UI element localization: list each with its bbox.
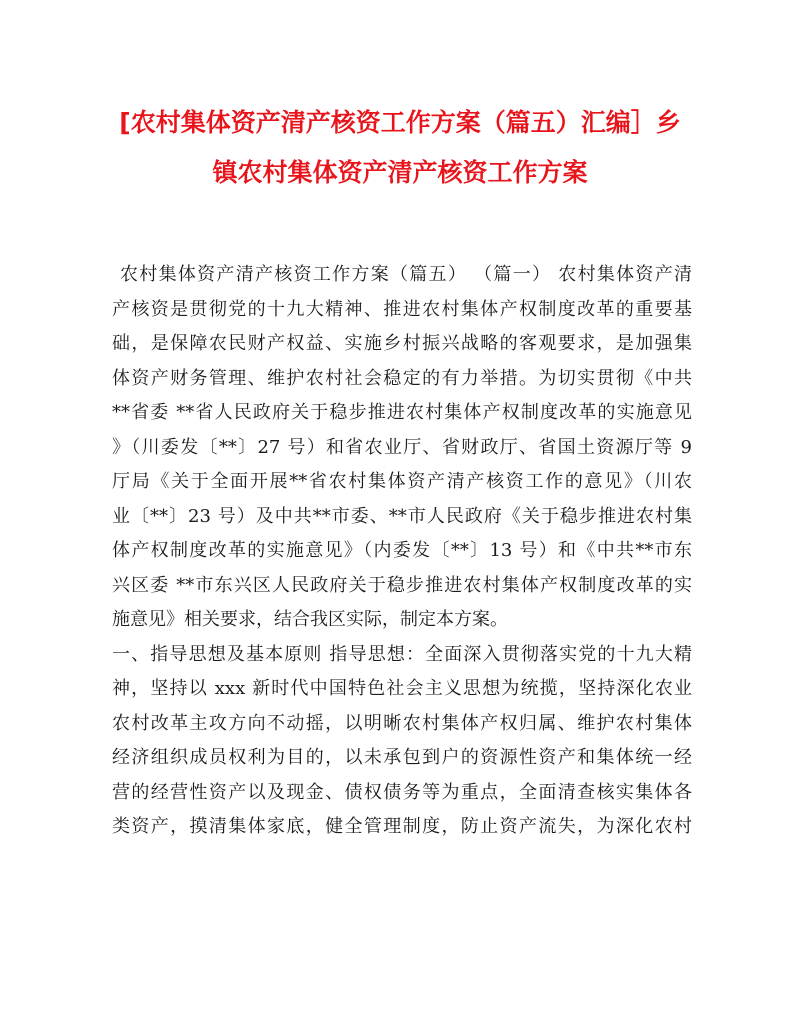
body-line: 施意见》相关要求，结合我区实际，制定本方案。: [112, 609, 508, 630]
body-line: **省委 **省人民政府关于稳步推进农村集体产权制度改革的实施意见: [112, 402, 692, 423]
body-line: 础，是保障农民财产权益、实施乡村振兴战略的客观要求，是加强集: [112, 333, 692, 354]
body-line: 》（川委发〔**〕27 号）和省农业厅、省财政厅、省国土资源厅等 9: [112, 436, 692, 458]
body-line: 营的经营性资产以及现金、债权债务等为重点，全面清查核实集体各: [112, 781, 692, 803]
body-line: 产核资是贯彻党的十九大精神、推进农村集体产权制度改革的重要基: [112, 298, 692, 320]
body-line: 体产权制度改革的实施意见》（内委发〔**〕13 号）和《中共**市东: [112, 540, 692, 561]
body-line: 业〔**〕23 号）及中共**市委、**市人民政府《关于稳步推进农村集: [112, 505, 692, 527]
title-line-2: 镇农村集体资产清产核资工作方案: [212, 158, 588, 187]
body-line: 兴区委 **市东兴区人民政府关于稳步推进农村集体产权制度改革的实: [112, 574, 692, 596]
body-line: 经济组织成员权利为目的，以未承包到户的资源性资产和集体统一经: [112, 747, 692, 768]
body-line: 体资产财务管理、维护农村社会稳定的有力举措。为切实贯彻《中共: [112, 367, 692, 389]
body-line: 农村集体资产清产核资工作方案（篇五） （篇一） 农村集体资产清: [120, 264, 692, 285]
body-line: 一、指导思想及基本原则 指导思想：全面深入贯彻落实党的十九大精: [112, 643, 692, 665]
body-line: 类资产，摸清集体家底，健全管理制度，防止资产流失，为深化农村: [112, 816, 692, 837]
document-title: [100, 98, 700, 198]
body-line: 神，坚持以 xxx 新时代中国特色社会主义思想为统揽，坚持深化农业: [112, 678, 692, 699]
body-line: 农村改革主攻方向不动摇，以明晰农村集体产权归属、维护农村集体: [112, 712, 692, 734]
title-line-1: [农村集体资产清产核资工作方案（篇五）汇编］乡: [119, 108, 681, 137]
document-body: [112, 258, 692, 845]
body-line: 厅局《关于全面开展**省农村集体资产清产核资工作的意见》（川农: [112, 471, 692, 492]
